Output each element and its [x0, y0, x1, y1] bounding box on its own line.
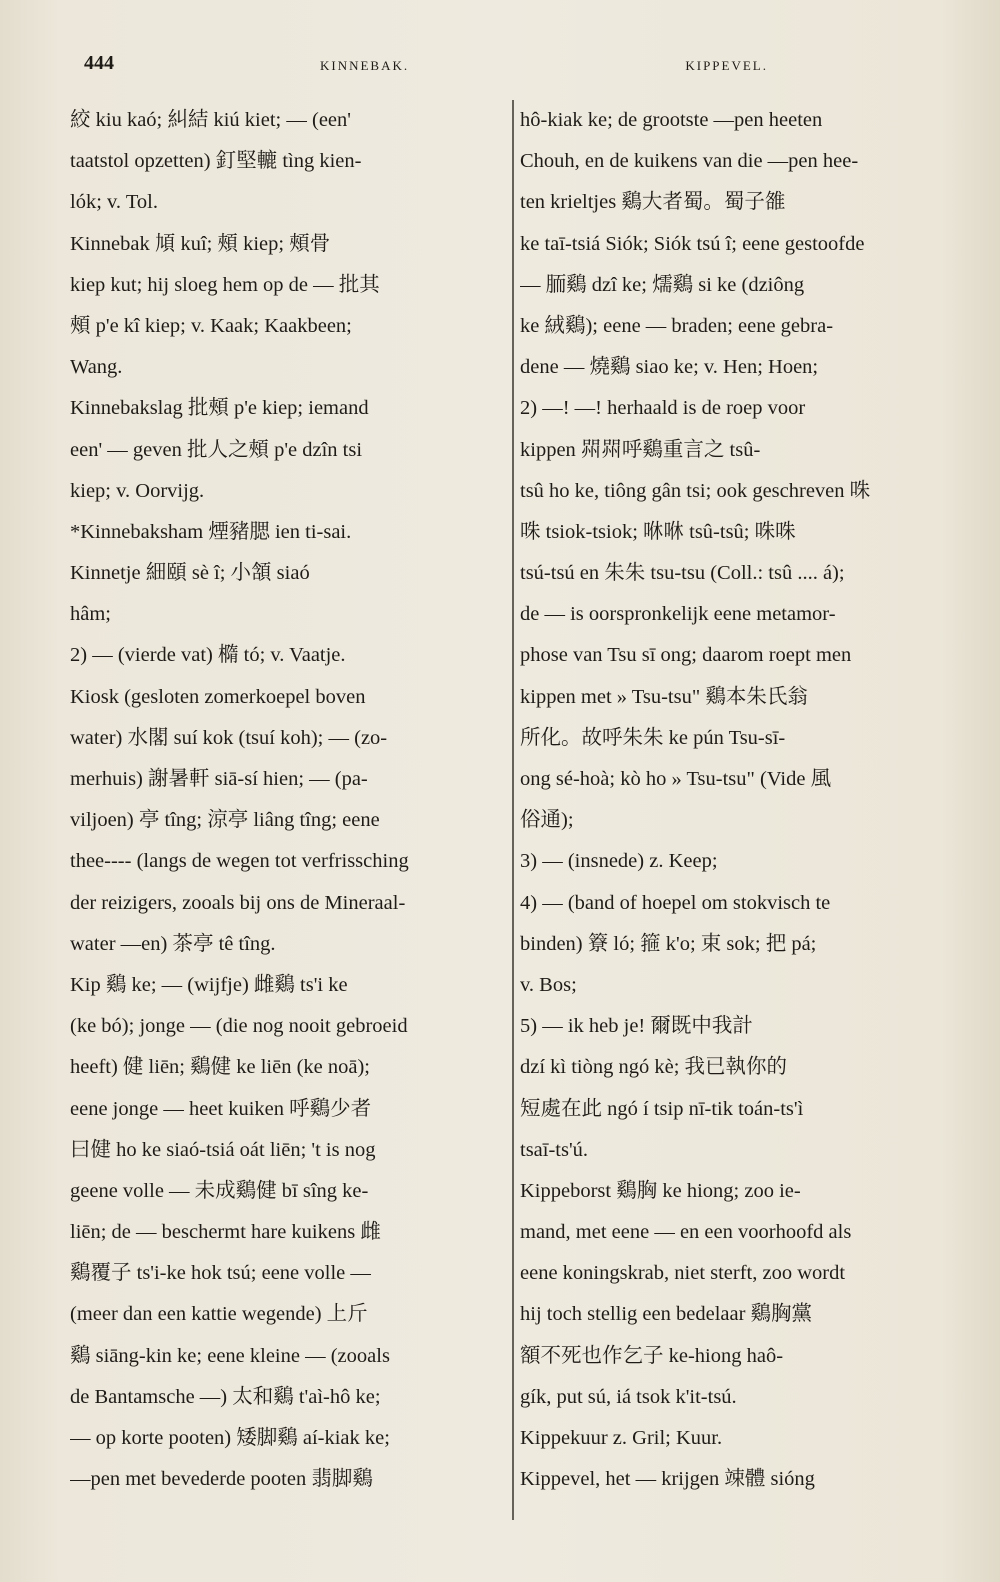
right-column	[520, 100, 940, 1530]
text-line: phose van Tsu sī ong; daarom roept men	[520, 644, 852, 667]
entry-kippeborst: Kippeborst 鷄胸 ke hiong; zoo ie-	[520, 1179, 801, 1202]
text-line: kiep; v. Oorvijg.	[70, 479, 205, 502]
text-line: ten krieltjes 鷄大者蜀。蜀子雒	[520, 191, 786, 214]
page-number: 444	[84, 52, 114, 74]
page-header	[80, 52, 938, 78]
text-line: —pen met bevederde pooten 翡脚鷄	[70, 1468, 373, 1491]
left-running-head: KINNEBAK.	[320, 58, 410, 73]
text-line: 4) — (band of hoepel om stokvisch te	[520, 891, 831, 914]
text-line: 絞 kiu kaó; 糾結 kiú kiet; — (een'	[70, 109, 351, 131]
entry-kippekuur: Kippekuur z. Gril; Kuur.	[520, 1427, 723, 1449]
entry-kinnebakslag: Kinnebakslag 批頰 p'e kiep; iemand	[70, 397, 369, 420]
column-divider	[512, 100, 514, 1520]
text-line: binden) 簝 ló; 箍 k'o; 束 sok; 把 pá;	[520, 932, 817, 955]
text-line: 2) — (vierde vat) 橢 tó; v. Vaatje.	[70, 644, 346, 667]
text-line: v. Bos;	[520, 973, 577, 996]
text-line: 額不死也作乞子 ke-hiong haô-	[520, 1344, 784, 1367]
text-line: — op korte pooten) 矮脚鷄 aí-kiak ke;	[70, 1427, 390, 1449]
text-line: viljoen) 亭 tîng; 涼亭 liâng tîng; eene	[70, 809, 380, 832]
text-line: Chouh, en de kuikens van die —pen hee-	[520, 150, 859, 173]
text-line: heeft) 健 liēn; 鷄健 ke liēn (ke noā);	[70, 1056, 370, 1079]
text-line: (ke bó); jonge — (die nog nooit gebroeid	[70, 1015, 408, 1038]
text-line: dzí kì tiòng ngó kè; 我已執你的	[520, 1056, 788, 1079]
text-line: tsú-tsú en 朱朱 tsu-tsu (Coll.: tsû .... á);	[520, 562, 845, 585]
text-line: eene jonge — heet kuiken 呼鷄少者	[70, 1097, 372, 1120]
text-line: ke taī-tsiá Siók; Siók tsú î; eene gestoofde	[520, 232, 865, 255]
text-line: gík, put sú, iá tsok k'it-tsú.	[520, 1385, 737, 1408]
entry-kinnebak: Kinnebak 頄 kuî; 頰 kiep; 頰骨	[70, 232, 331, 255]
text-line: 短處在此 ngó í tsip nī-tik toán-ts'ì	[520, 1097, 804, 1120]
text-line: — 胹鷄 dzî ke; 燸鷄 si ke (dziông	[520, 273, 805, 296]
text-line: tsaī-ts'ú.	[520, 1138, 589, 1161]
text-line: Wang.	[70, 356, 123, 379]
text-line: eene koningskrab, niet sterft, zoo wordt	[520, 1262, 846, 1285]
entry-kinnetje: Kinnetje 細頤 sè î; 小頷 siaó	[70, 562, 310, 585]
text-line: 鷄 siāng-kin ke; eene kleine — (zooals	[70, 1344, 390, 1367]
text-line: ke 絨鷄); eene — braden; eene gebra-	[520, 314, 834, 337]
text-line: 2) —! —! herhaald is de roep voor	[520, 397, 806, 420]
text-line: 曰健 ho ke siaó-tsiá oát liēn; 't is nog	[70, 1138, 376, 1161]
text-line: merhuis) 謝暑軒 siā-sí hien; — (pa-	[70, 768, 368, 790]
text-line: taatstol opzetten) 釘堅轆 tìng kien-	[70, 150, 362, 173]
text-line: 頰 p'e kî kiep; v. Kaak; Kaakbeen;	[70, 314, 352, 337]
text-line: kippen 喌喌呼鷄重言之 tsû-	[520, 438, 761, 461]
entry-kippevel: Kippevel, het — krijgen 竦體 sióng	[520, 1468, 815, 1491]
text-line: tsû ho ke, tiông gân tsi; ook geschreven 咮	[520, 479, 871, 502]
text-line: liēn; de — beschermt hare kuikens 雌	[70, 1221, 381, 1244]
text-line: een' — geven 批人之頰 p'e dzîn tsi	[70, 438, 363, 461]
text-line: der reizigers, zooals bij ons de Mineraal-	[70, 891, 406, 914]
text-line: 俗通);	[520, 809, 574, 832]
text-line: de — is oorspronkelijk eene metamor-	[520, 603, 836, 626]
text-line: dene — 燒鷄 siao ke; v. Hen; Hoen;	[520, 356, 819, 379]
text-line: geene volle — 未成鷄健 bī sîng ke-	[70, 1179, 369, 1202]
entry-kinnebaksham: *Kinnebaksham 煙豬腮 ien ti-sai.	[70, 520, 352, 543]
text-line: water —en) 茶亭 tê tîng.	[70, 932, 276, 955]
text-line: water) 水閣 suí kok (tsuí koh); — (zo-	[70, 726, 388, 749]
text-line: kippen met » Tsu-tsu" 鷄本朱氏翁	[520, 685, 808, 708]
text-line: (meer dan een kattie wegende) 上斤	[70, 1303, 368, 1326]
text-line: ong sé-hoà; kò ho » Tsu-tsu" (Vide 風	[520, 768, 832, 790]
text-line: hij toch stellig een bedelaar 鷄胸黨	[520, 1303, 813, 1326]
entry-kip: Kip 鷄 ke; — (wijfje) 雌鷄 ts'i ke	[70, 973, 348, 996]
text-line: hâm;	[70, 603, 111, 626]
text-line: thee---- (langs de wegen tot verfrissching	[70, 850, 409, 873]
right-running-head: KIPPEVEL.	[685, 58, 768, 73]
text-line: 鷄覆子 ts'i-ke hok tsú; eene volle —	[70, 1262, 371, 1285]
entry-kiosk: Kiosk (gesloten zomerkoepel boven	[70, 685, 366, 708]
text-line: 3) — (insnede) z. Keep;	[520, 850, 718, 873]
text-line: kiep kut; hij sloeg hem op de — 批其	[70, 273, 380, 296]
text-line: de Bantamsche —) 太和鷄 t'aì-hô ke;	[70, 1385, 381, 1408]
left-column	[70, 100, 498, 1530]
text-line: 咮 tsiok-tsiok; 咻咻 tsû-tsû; 咮咮	[520, 520, 796, 543]
text-line: lók; v. Tol.	[70, 191, 158, 214]
text-line: mand, met eene — en een voorhoofd als	[520, 1221, 852, 1244]
text-line: 5) — ik heb je! 爾既中我計	[520, 1015, 753, 1038]
text-line: hô-kiak ke; de grootste —pen heeten	[520, 109, 823, 131]
text-line: 所化。故呼朱朱 ke pún Tsu-sī-	[520, 726, 786, 749]
